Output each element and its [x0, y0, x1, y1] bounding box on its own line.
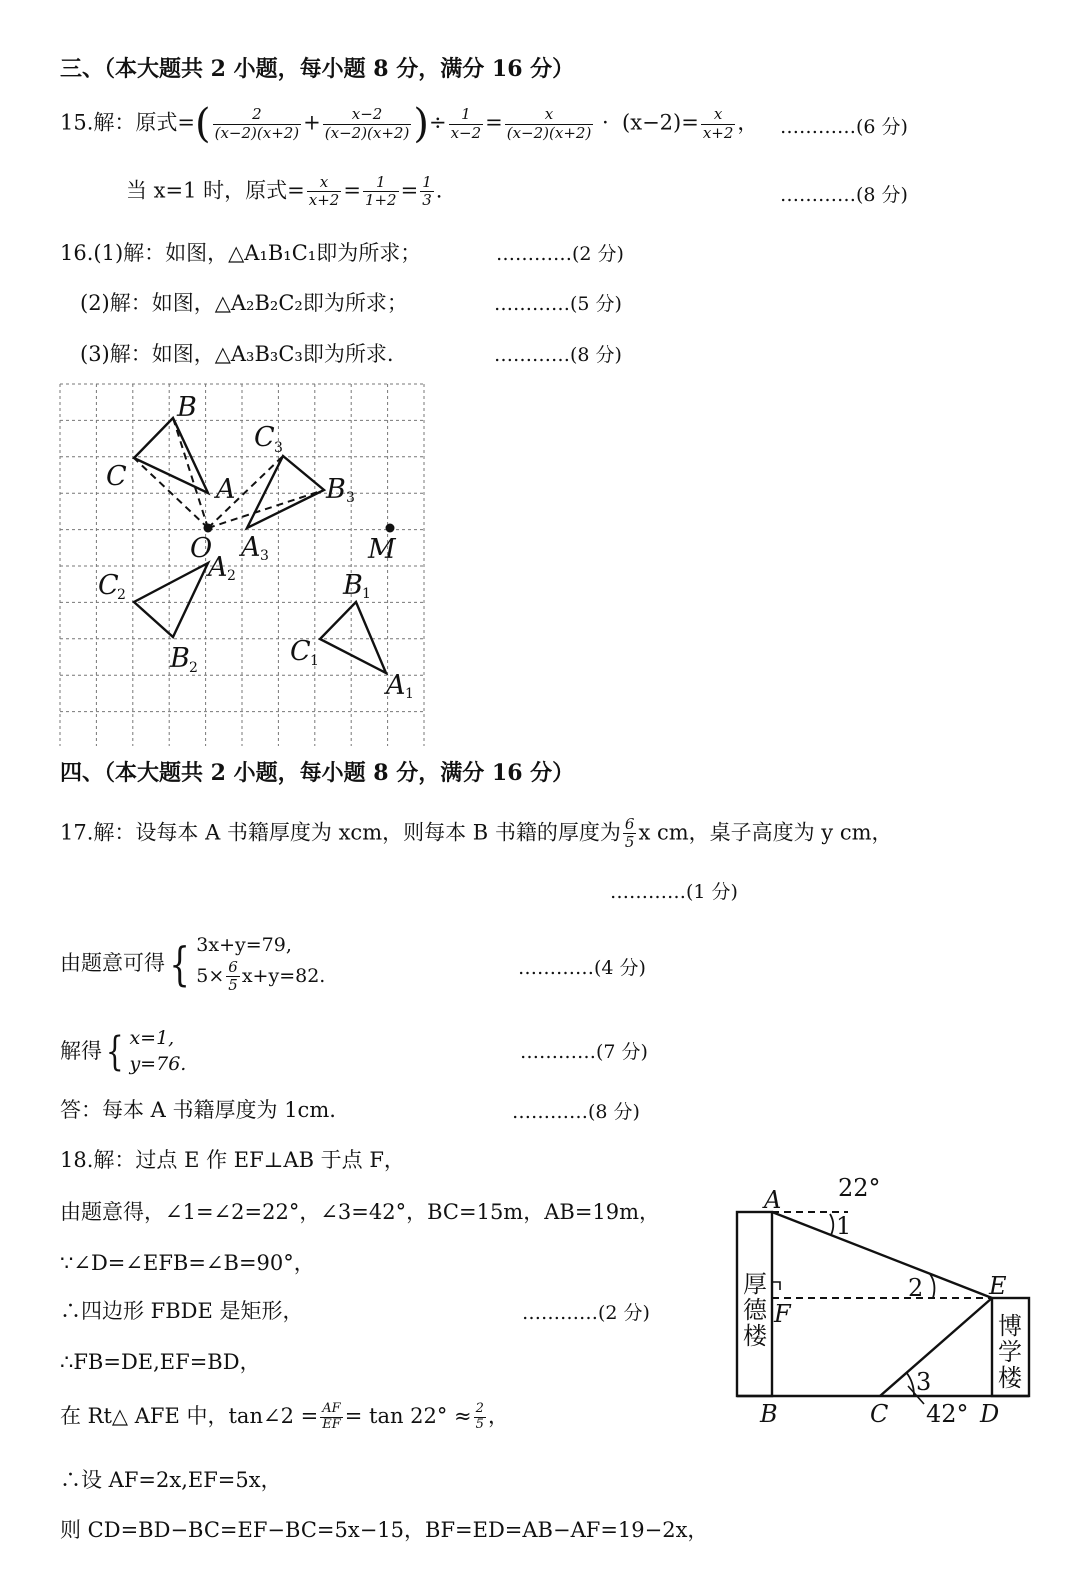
line-ae — [772, 1212, 992, 1298]
sub-c2: 2 — [117, 587, 126, 603]
label-m: M — [368, 534, 396, 565]
label-3: 3 — [916, 1368, 932, 1396]
label-b2: B — [170, 643, 190, 674]
q15-prefix: 15.解：原式= — [60, 110, 195, 135]
denominator: (x−2)(x+2) — [506, 123, 592, 142]
q17-text: 由题意可得 — [60, 951, 165, 976]
solution-2: y=76. — [129, 1052, 187, 1075]
equation-system — [196, 933, 325, 994]
eq-part: x+y=82. — [241, 964, 326, 987]
label-c3: C — [254, 422, 275, 453]
operator: = — [485, 110, 503, 135]
label-c: C — [870, 1400, 889, 1428]
sub-c3: 3 — [274, 440, 283, 456]
numerator: 1 — [449, 106, 484, 124]
sub-a1: 1 — [405, 686, 414, 702]
label-o: O — [190, 533, 213, 564]
punctuation: . — [435, 178, 443, 203]
denominator: x−2 — [450, 123, 482, 142]
q16-line-2: (2)解：如图，△A₂B₂C₂即为所求； — [80, 291, 408, 315]
q16-score-1: …………(2 分) — [496, 243, 624, 265]
q17-score-2: …………(4 分) — [518, 957, 646, 979]
building-left-char-1: 厚 — [743, 1270, 767, 1298]
numerator: x−2 — [323, 106, 412, 124]
arc-2 — [930, 1274, 934, 1298]
building-right-char-2: 学 — [998, 1338, 1022, 1366]
q15-score-2: …………(8 分) — [780, 184, 908, 206]
denominator: (x−2)(x+2) — [214, 123, 300, 142]
building-right-char-3: 楼 — [998, 1364, 1022, 1392]
arc-1 — [830, 1214, 833, 1235]
fraction — [213, 106, 302, 142]
sub-b3: 3 — [346, 490, 355, 506]
point-m — [386, 524, 395, 533]
fraction — [323, 106, 412, 142]
right-angle-f — [772, 1282, 780, 1290]
denominator: (x−2)(x+2) — [324, 123, 410, 142]
label-a: A — [216, 474, 236, 505]
q18-text: 在 Rt△ AFE 中，tan∠2 = — [60, 1403, 319, 1428]
sub-b2: 2 — [189, 660, 198, 676]
q18-line-1: 18.解：过点 E 作 EF⊥AB 于点 F， — [60, 1148, 405, 1172]
grid-figure — [56, 380, 428, 746]
q17-line-2 — [60, 933, 325, 994]
label-a1: A — [386, 670, 406, 701]
q15-line-1 — [60, 101, 759, 147]
label-f: F — [774, 1300, 791, 1328]
solution-1: x=1, — [129, 1027, 175, 1049]
q17-line-1 — [60, 816, 893, 852]
section-4-heading: 四、（本大题共 2 小题，每小题 8 分，满分 16 分） — [60, 760, 575, 786]
denominator: 1+2 — [364, 191, 397, 210]
label-d: D — [980, 1400, 1000, 1428]
numerator: 6 — [624, 815, 635, 833]
fraction — [363, 174, 399, 210]
numerator: 2 — [213, 106, 302, 124]
label-e: E — [989, 1272, 1007, 1300]
sub-c1: 1 — [310, 653, 319, 669]
fraction — [449, 106, 484, 142]
label-b: B — [177, 392, 197, 423]
expression: (x−2)= — [622, 110, 699, 135]
numerator: AF — [320, 1402, 343, 1418]
building-figure — [730, 1172, 1040, 1432]
label-a2: A — [208, 552, 228, 583]
label-b: B — [760, 1400, 778, 1428]
q16-line-3: (3)解：如图，△A₃B₃C₃即为所求. — [80, 342, 394, 366]
q18-score-1: …………(2 分) — [522, 1302, 650, 1324]
label-a: A — [764, 1186, 782, 1214]
numerator: x — [307, 174, 342, 192]
brace: { — [169, 936, 190, 991]
triangle-a1b1c1 — [320, 602, 386, 673]
denominator: EF — [322, 1416, 341, 1432]
equation-2 — [196, 959, 325, 995]
q16-score-2: …………(5 分) — [494, 293, 622, 315]
eq-part: 5× — [196, 964, 225, 987]
q17-text: x cm，桌子高度为 y cm， — [638, 820, 893, 845]
fraction — [701, 106, 736, 142]
numerator: 1 — [363, 174, 399, 192]
triangle-abc — [134, 418, 208, 493]
q18-line-8: 则 CD=BD−BC=EF−BC=5x−15，BF=ED=AB−AF=19−2x， — [60, 1518, 709, 1542]
fraction — [420, 174, 434, 210]
denominator: x+2 — [308, 191, 340, 210]
q18-line-5: ∴FB=DE,EF=BD， — [60, 1350, 261, 1374]
paren-close: ) — [413, 101, 429, 147]
label-b3: B — [326, 474, 346, 505]
triangle-a2b2c2 — [134, 563, 208, 637]
denominator: 5 — [624, 833, 635, 852]
q17-score-3: …………(7 分) — [520, 1041, 648, 1063]
building-right-char-1: 博 — [998, 1312, 1022, 1340]
q18-line-6 — [60, 1402, 509, 1433]
q18-line-7: ∴设 AF=2x,EF=5x， — [60, 1468, 282, 1492]
q17-text: 17.解：设每本 A 书籍厚度为 xcm，则每本 B 书籍的厚度为 — [60, 820, 621, 845]
fraction — [226, 959, 240, 995]
denominator: 3 — [422, 191, 432, 210]
label-c1: C — [290, 636, 311, 667]
label-2: 2 — [908, 1274, 924, 1302]
q15-score-1: …………(6 分) — [780, 116, 908, 138]
fraction — [505, 106, 594, 142]
label-a3: A — [241, 532, 261, 563]
solution-system — [129, 1026, 186, 1077]
equation-1: 3x+y=79, — [196, 934, 292, 956]
sub-b1: 1 — [362, 586, 371, 602]
point-o — [204, 524, 213, 533]
q17-answer: 答：每本 A 书籍厚度为 1cm. — [60, 1098, 336, 1122]
line-ce — [880, 1298, 992, 1396]
brace: { — [105, 1028, 124, 1075]
building-left-char-2: 德 — [743, 1296, 767, 1324]
label-c: C — [106, 461, 127, 492]
operator: + — [303, 110, 321, 135]
q18-text: = tan 22° ≈ — [344, 1403, 472, 1428]
q16-score-3: …………(8 分) — [494, 344, 622, 366]
fraction — [623, 816, 637, 852]
sub-a3: 3 — [260, 548, 269, 564]
numerator: 6 — [228, 957, 238, 976]
operator: · — [602, 110, 609, 135]
label-42deg: 42° — [926, 1400, 969, 1428]
q16-line-1: 16.(1)解：如图，△A₁B₁C₁即为所求； — [60, 241, 422, 265]
fraction — [474, 1402, 486, 1433]
q17-score-4: …………(8 分) — [512, 1101, 640, 1123]
denominator: 5 — [475, 1416, 484, 1432]
punctuation: ， — [487, 1403, 509, 1428]
q17-line-3 — [60, 1026, 186, 1077]
label-1: 1 — [836, 1212, 852, 1240]
grid-lines — [60, 384, 424, 746]
label-22deg: 22° — [838, 1174, 881, 1202]
section-3-heading: 三、（本大题共 2 小题，每小题 8 分，满分 16 分） — [60, 56, 575, 82]
paren-open: ( — [195, 101, 211, 147]
operator: ÷ — [428, 110, 447, 135]
q17-text: 解得 — [60, 1039, 102, 1064]
numerator: 1 — [422, 173, 432, 191]
numerator: x — [505, 106, 594, 124]
punctuation: ， — [737, 110, 759, 135]
q18-line-2: 由题意得，∠1=∠2=22°，∠3=42°，BC=15m，AB=19m， — [60, 1200, 661, 1224]
numerator: 2 — [475, 1401, 484, 1416]
denominator: x+2 — [702, 123, 734, 142]
q15-line2-prefix: 当 x=1 时，原式= — [126, 178, 305, 203]
q17-score-1: …………(1 分) — [610, 881, 738, 903]
q15-line-2: 当 x=1 时，原式= $\frac{x}{x+2}$ = $\frac{1}{1+2}$ = $\frac{1}{3}$ . — [126, 173, 443, 210]
label-b1: B — [343, 570, 363, 601]
building-left-char-3: 楼 — [743, 1322, 767, 1350]
sub-a2: 2 — [227, 568, 236, 584]
triangle-a3b3c3 — [247, 456, 324, 528]
label-c2: C — [98, 570, 119, 601]
q18-line-4: ∴四边形 FBDE 是矩形， — [60, 1299, 304, 1323]
denominator: 5 — [228, 975, 238, 994]
fraction — [320, 1402, 343, 1433]
fraction — [307, 174, 342, 210]
q18-line-3: ∵∠D=∠EFB=∠B=90°， — [60, 1251, 315, 1275]
numerator: x — [701, 106, 736, 124]
